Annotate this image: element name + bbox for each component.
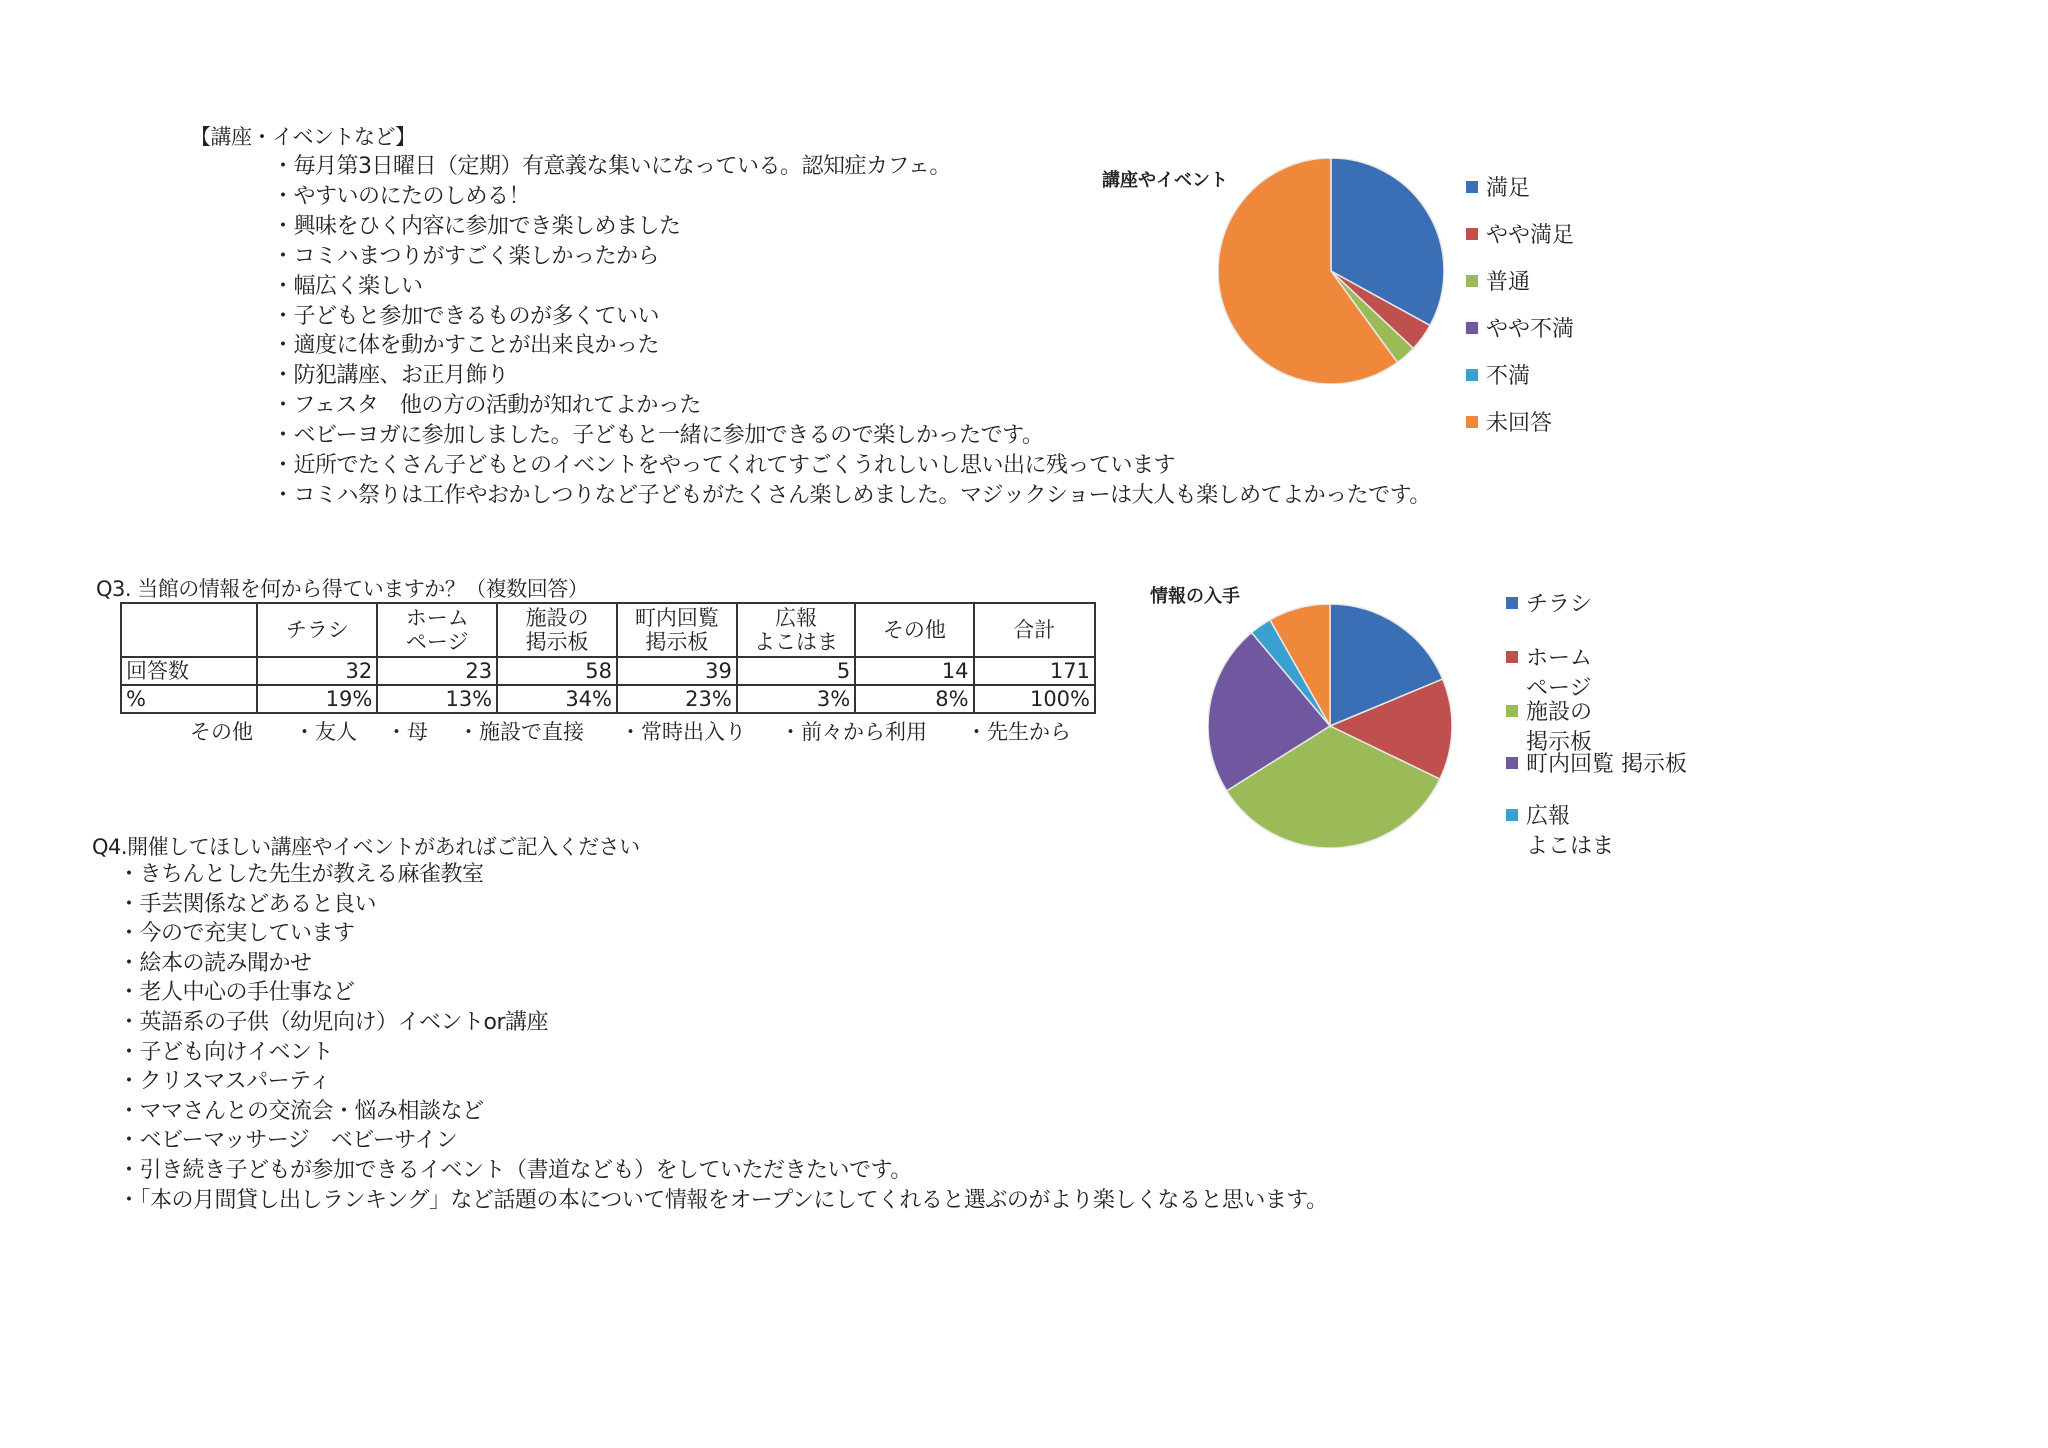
header-line: 合計 <box>1013 618 1056 642</box>
list-item: ・興味をひく内容に参加でき楽しめました <box>272 213 681 239</box>
legend-label: よこはま <box>1526 834 1615 859</box>
table-cell: 8% <box>855 685 973 713</box>
legend-swatch-icon <box>1466 181 1478 193</box>
legend-swatch-icon <box>1466 416 1478 428</box>
q3-other-item: ・施設で直接 <box>458 720 584 744</box>
legend-label: 町内回覧 掲示板 <box>1526 752 1687 777</box>
list-item: ・クリスマスパーティ <box>118 1069 331 1095</box>
table-cell: 19% <box>257 685 377 713</box>
list-item: ・老人中心の手仕事など <box>118 980 355 1006</box>
list-item: ・毎月第3日曜日（定期）有意義な集いになっている。認知症カフェ。 <box>272 154 951 179</box>
list-item: ・防犯講座、お正月飾り <box>272 363 509 389</box>
table-cell: 171 <box>974 657 1095 685</box>
header-line: よこはま <box>754 630 839 654</box>
legend-item <box>1466 176 1530 202</box>
chart-info-pie <box>1208 604 1452 848</box>
table-cell: 39 <box>617 657 737 685</box>
legend-item <box>1466 411 1552 437</box>
legend-label: 施設の <box>1526 700 1593 725</box>
list-item: ・やすいのにたのしめる！ <box>272 183 531 209</box>
legend-swatch-icon <box>1506 757 1518 769</box>
chart-events-pie <box>1218 158 1444 384</box>
table-cell: 58 <box>497 657 617 685</box>
list-item: ・今ので充実しています <box>118 921 355 947</box>
list-item: ・適度に体を動かすことが出来良かった <box>272 333 660 359</box>
legend-item <box>1466 223 1574 249</box>
header-line: 施設の <box>525 606 589 630</box>
list-item: ・ベビーマッサージ ベビーサイン <box>118 1128 458 1154</box>
header-line: その他 <box>882 618 946 642</box>
table-header-cell <box>974 603 1095 657</box>
q3-other-item: ・前々から利用 <box>780 720 927 744</box>
table-cell: 32 <box>257 657 377 685</box>
legend-swatch-icon <box>1466 322 1478 334</box>
list-item: ・幅広く楽しい <box>272 273 423 299</box>
table-cell: 100% <box>974 685 1095 713</box>
list-item: ・子どもと参加できるものが多くていい <box>272 303 660 329</box>
legend-label: ホーム <box>1526 646 1593 671</box>
legend-swatch-icon <box>1506 705 1518 717</box>
legend-label: 満足 <box>1486 176 1531 201</box>
table-cell: 14 <box>855 657 973 685</box>
chart-events-title: 講座やイベント <box>1102 170 1228 191</box>
q3-question: Q3. 当館の情報を何から得ていますか？（複数回答） <box>96 577 589 601</box>
legend-item <box>1466 270 1530 296</box>
header-line: 掲示板 <box>525 630 589 654</box>
list-item: ・英語系の子供（幼児向け）イベントor講座 <box>118 1010 549 1035</box>
list-item: ・手芸関係などあると良い <box>118 891 377 917</box>
table-header-cell <box>377 603 497 657</box>
table-cell: 23 <box>377 657 497 685</box>
header-line: ホーム <box>405 606 469 630</box>
table-header-cell <box>497 603 617 657</box>
list-item: ・子ども向けイベント <box>118 1039 334 1065</box>
legend-label: 広報 <box>1526 804 1571 829</box>
list-item: ・ベビーヨガに参加しました。子どもと一緒に参加できるので楽しかったです。 <box>272 423 1044 449</box>
table-cell: 23% <box>617 685 737 713</box>
table-cell: 3% <box>737 685 855 713</box>
table-header-cell <box>257 603 377 657</box>
q3-other-label: その他 <box>190 720 253 744</box>
legend-label: やや満足 <box>1486 223 1575 248</box>
legend-swatch-icon <box>1466 275 1478 287</box>
legend-swatch-icon <box>1506 597 1518 609</box>
events-heading: 【講座・イベントなど】 <box>190 125 416 149</box>
q3-table-header-row <box>121 603 1095 657</box>
list-item: ・フェスタ 他の方の活動が知れてよかった <box>272 393 701 419</box>
table-cell: 5 <box>737 657 855 685</box>
legend-swatch-icon <box>1466 369 1478 381</box>
table-row <box>121 657 1095 685</box>
q3-other-item: ・先生から <box>966 720 1071 744</box>
legend-item <box>1466 317 1574 343</box>
table-cell: 13% <box>377 685 497 713</box>
row-label: % <box>121 685 257 713</box>
table-row <box>121 685 1095 713</box>
legend-item <box>1466 364 1530 390</box>
chart-info-title: 情報の入手 <box>1150 586 1240 607</box>
legend-label: 不満 <box>1486 364 1531 389</box>
header-line: チラシ <box>285 618 349 642</box>
header-line: 広報 <box>775 606 818 630</box>
table-cell: 34% <box>497 685 617 713</box>
legend-item <box>1506 646 1592 702</box>
legend-swatch-icon <box>1466 228 1478 240</box>
q3-table <box>120 602 1096 714</box>
list-item: ・「本の月間貸し出しランキング」など話題の本について情報をオープンにしてくれると選ぶのがより楽しくなると思います。 <box>118 1187 1328 1213</box>
header-line: 町内回覧 <box>634 606 719 630</box>
row-label: 回答数 <box>121 657 257 685</box>
list-item: ・近所でたくさん子どもとのイベントをやってくれてすごくうれしいし思い出に残っています <box>272 453 1176 478</box>
list-item: ・コミハ祭りは工作やおかしつりなど子どもがたくさん楽しめました。マジックショーは大人も楽しめてよかったです。 <box>272 482 1431 508</box>
header-line: ページ <box>405 630 469 654</box>
legend-label: チラシ <box>1526 592 1593 617</box>
table-header-cell <box>737 603 855 657</box>
list-item: ・引き続き子どもが参加できるイベント（書道なども）をしていただきたいです。 <box>118 1158 912 1183</box>
q4-question: Q4.開催してほしい講座やイベントがあればご記入ください <box>92 835 640 859</box>
legend-item <box>1506 804 1614 860</box>
header-line: 掲示板 <box>645 630 709 654</box>
legend-label: やや不満 <box>1486 317 1575 342</box>
list-item: ・コミハまつりがすごく楽しかったから <box>272 243 660 269</box>
list-item: ・絵本の読み聞かせ <box>118 950 312 976</box>
legend-item <box>1506 752 1687 778</box>
q3-other-item: ・母 <box>386 720 428 744</box>
legend-item <box>1506 592 1592 618</box>
legend-label: 普通 <box>1486 270 1531 295</box>
table-header-cell <box>617 603 737 657</box>
q3-other-item: ・友人 <box>294 720 357 744</box>
legend-label: 掲示板 <box>1526 730 1593 755</box>
list-item: ・きちんとした先生が教える麻雀教室 <box>118 862 484 887</box>
table-header-cell <box>121 603 257 657</box>
legend-label: 未回答 <box>1486 411 1553 436</box>
legend-label: ページ <box>1526 676 1592 701</box>
list-item: ・ママさんとの交流会・悩み相談など <box>118 1098 484 1124</box>
table-header-cell <box>855 603 973 657</box>
legend-swatch-icon <box>1506 651 1518 663</box>
q3-other-item: ・常時出入り <box>620 720 746 744</box>
legend-item <box>1506 700 1592 756</box>
legend-swatch-icon <box>1506 809 1518 821</box>
